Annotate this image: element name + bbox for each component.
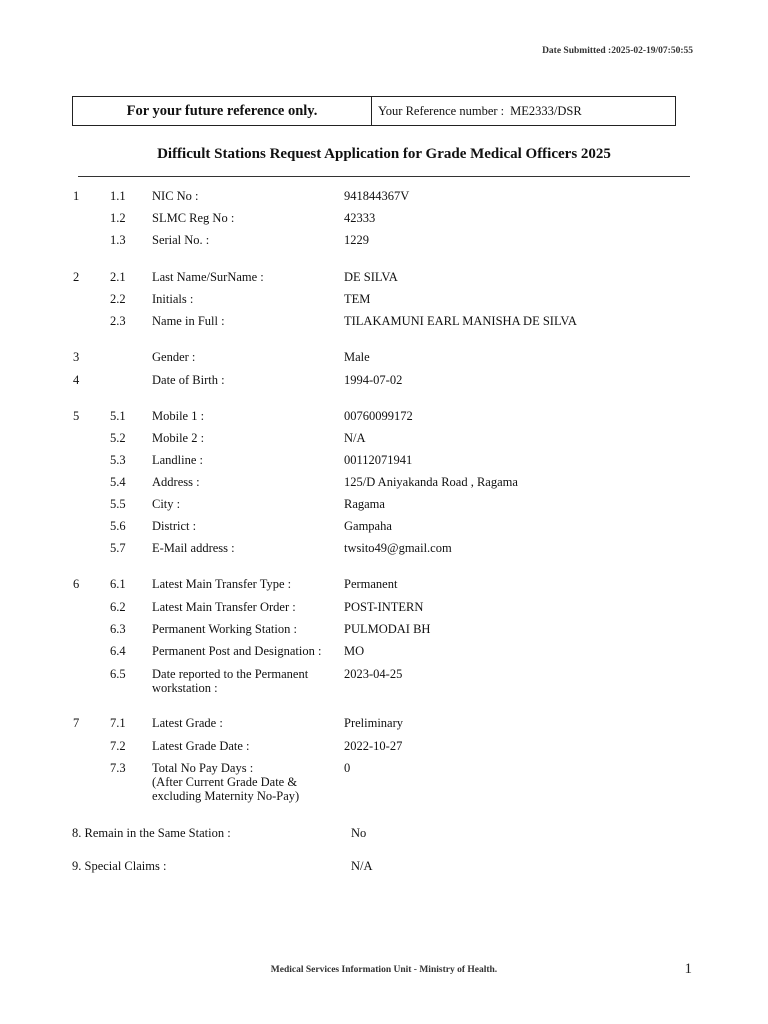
field-value: Male <box>344 350 370 364</box>
reference-note: For your future reference only. <box>73 97 372 125</box>
field-value: PULMODAI BH <box>344 622 431 636</box>
field-value: 941844367V <box>344 189 410 203</box>
field-value: 1994-07-02 <box>344 373 403 387</box>
reference-number-label: Your Reference number : <box>378 103 505 118</box>
field-value: DE SILVA <box>344 270 398 284</box>
field-label: Name in Full : <box>152 314 225 328</box>
item-number: 5.6 <box>110 519 126 533</box>
item-number: 5.7 <box>110 541 126 555</box>
field-value: twsito49@gmail.com <box>344 541 452 555</box>
field-label: Mobile 1 : <box>152 409 205 423</box>
field-label: Gender : <box>152 350 196 364</box>
summary-value: No <box>351 826 367 840</box>
field-label: Serial No. : <box>152 233 210 247</box>
footer-text: Medical Services Information Unit - Ministry of Health. <box>270 965 498 975</box>
field-label: Mobile 2 : <box>152 431 205 445</box>
field-label: NIC No : <box>152 189 199 203</box>
field-label: Permanent Working Station : <box>152 622 297 636</box>
item-number: 2.1 <box>110 270 126 284</box>
field-value: MO <box>344 644 365 658</box>
page-title: Difficult Stations Request Application for Grade Medical Officers 2025 <box>157 146 611 162</box>
field-value: 1229 <box>344 233 369 247</box>
section-number: 4 <box>73 373 80 387</box>
field-label: Landline : <box>152 453 204 467</box>
item-number: 1.2 <box>110 211 126 225</box>
item-number: 5.1 <box>110 409 126 423</box>
item-number: 7.3 <box>110 761 126 775</box>
field-label: Latest Grade Date : <box>152 739 250 753</box>
item-number: 6.4 <box>110 644 126 658</box>
field-label: Initials : <box>152 292 194 306</box>
item-number: 5.4 <box>110 475 126 489</box>
field-value: 42333 <box>344 211 376 225</box>
summary-label: 8. Remain in the Same Station : <box>72 826 231 840</box>
item-number: 6.2 <box>110 600 126 614</box>
item-number: 6.1 <box>110 577 126 591</box>
date-submitted: Date Submitted :2025-02-19/07:50:55 <box>542 46 693 56</box>
field-label: Date of Birth : <box>152 373 225 387</box>
field-value: POST-INTERN <box>344 600 424 614</box>
item-number: 5.5 <box>110 497 126 511</box>
section-number: 1 <box>73 189 80 203</box>
field-value: 2023-04-25 <box>344 667 403 681</box>
field-value: N/A <box>344 431 366 445</box>
reference-number-cell <box>372 97 675 125</box>
field-value: 00760099172 <box>344 409 413 423</box>
section-number: 7 <box>73 716 80 730</box>
field-label: Last Name/SurName : <box>152 270 264 284</box>
item-number: 6.5 <box>110 667 126 681</box>
summary-label: 9. Special Claims : <box>72 859 167 873</box>
field-value: Ragama <box>344 497 385 511</box>
field-label: Latest Main Transfer Order : <box>152 600 296 614</box>
field-label: City : <box>152 497 181 511</box>
item-number: 5.3 <box>110 453 126 467</box>
item-number: 1.3 <box>110 233 126 247</box>
item-number: 7.1 <box>110 716 126 730</box>
field-label: Latest Main Transfer Type : <box>152 577 292 591</box>
field-label: Latest Grade : <box>152 716 223 730</box>
field-label: District : <box>152 519 197 533</box>
item-number: 2.3 <box>110 314 126 328</box>
section-number: 5 <box>73 409 80 423</box>
item-number: 1.1 <box>110 189 126 203</box>
reference-box <box>72 96 676 126</box>
field-value: 00112071941 <box>344 453 413 467</box>
summary-value: N/A <box>351 859 373 873</box>
section-number: 6 <box>73 577 80 591</box>
field-label: E-Mail address : <box>152 541 235 555</box>
page-number: 1 <box>684 961 692 977</box>
field-value: TILAKAMUNI EARL MANISHA DE SILVA <box>344 314 577 328</box>
field-value: Permanent <box>344 577 398 591</box>
field-value: Preliminary <box>344 716 404 730</box>
field-value: TEM <box>344 292 371 306</box>
field-label: Permanent Post and Designation : <box>152 644 322 658</box>
field-value: 2022-10-27 <box>344 739 403 753</box>
item-number: 7.2 <box>110 739 126 753</box>
field-value: 125/D Aniyakanda Road , Ragama <box>344 475 518 489</box>
item-number: 2.2 <box>110 292 126 306</box>
item-number: 6.3 <box>110 622 126 636</box>
field-label: Total No Pay Days : (After Current Grade Date & excluding Maternity No-Pay) <box>152 761 300 803</box>
field-value: Gampaha <box>344 519 392 533</box>
field-value: 0 <box>344 761 351 775</box>
reference-number-value: ME2333/DSR <box>510 103 582 118</box>
item-number: 5.2 <box>110 431 126 445</box>
field-label: Address : <box>152 475 200 489</box>
section-number: 2 <box>73 270 80 284</box>
title-divider <box>78 176 690 177</box>
field-label: SLMC Reg No : <box>152 211 235 225</box>
field-label: Date reported to the Permanent workstation : <box>152 667 309 695</box>
section-number: 3 <box>73 350 80 364</box>
